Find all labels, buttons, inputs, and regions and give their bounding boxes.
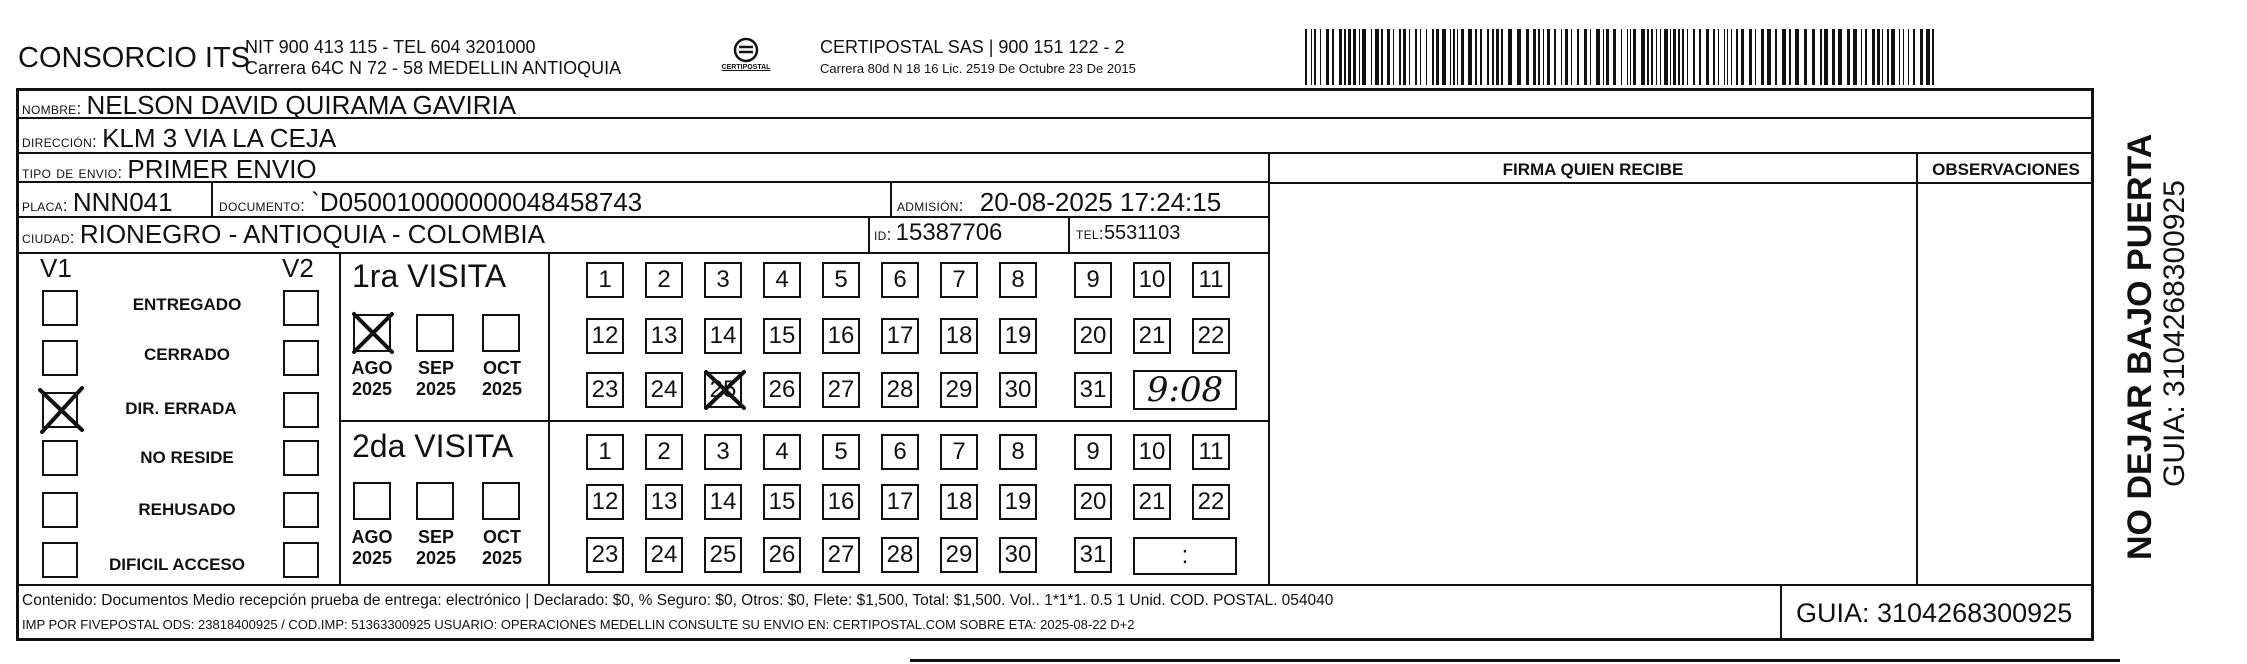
first-visit-month-label: OCT 2025 [481,358,523,399]
ciudad-label: ciudad: [22,228,75,247]
barcode-bar [1415,29,1417,85]
barcode-bar [1678,29,1680,85]
first-visit-day-box[interactable]: 7 [940,262,978,298]
barcode-bar [1782,29,1786,85]
barcode-bar [1348,29,1351,85]
barcode-bar [1399,29,1401,85]
first-visit-day-box[interactable]: 17 [881,318,919,354]
second-visit-day-box[interactable]: 3 [704,434,742,470]
id-row [874,219,1002,247]
footer-guia-number: GUIA: 3104268300925 [1796,598,2073,628]
barcode-bar [1320,29,1321,85]
v1-checkbox-rehusado[interactable] [42,492,78,528]
first-visit-title: 1ra VISITA [352,258,507,294]
footer-content-line: Contenido: Documentos Medio recepción prueba de entrega: electrónico | Declarado: $0, % Seguro: $0, Otros: $0, Flete: $1,500, Total: $1,500. Vol.. 1*1*1. 0.5 1 Unid. COD. POSTAL. 054040 [22,592,1334,609]
barcode-bar [1761,29,1764,85]
second-visit-month-label: OCT 2025 [481,527,523,568]
second-visit-day-box[interactable]: 24 [645,537,683,573]
first-visit-day-box[interactable]: 10 [1133,262,1171,298]
barcode-bar [1926,29,1930,85]
v2-checkbox-entregado[interactable] [283,290,319,326]
first-visit-day-box[interactable]: 29 [940,372,978,408]
barcode-bar [1533,29,1536,85]
barcode-bar [1804,29,1807,85]
v1-checkbox-no-reside[interactable] [42,440,78,476]
barcode-bar [1326,29,1329,85]
company-name: CONSORCIO ITS [18,42,251,74]
status-dir-errada: DIR. ERRADA [125,399,237,418]
barcode-bar [1713,29,1715,85]
barcode-bar [1526,29,1529,85]
first-visit-day-box[interactable]: 23 [586,372,624,408]
barcode-bar [1795,29,1799,85]
barcode-bar [1660,29,1661,85]
barcode-bar [1789,29,1791,85]
v1-checkbox-dificil-acceso[interactable] [42,542,78,578]
first-visit-day-box[interactable]: 28 [881,372,919,408]
barcode-bar [1731,29,1732,85]
second-visit-day-box[interactable]: 21 [1133,484,1171,520]
barcode-bar [1543,29,1544,85]
barcode-bar [1706,29,1709,85]
barcode-bar [1775,29,1777,85]
second-visit-day-box[interactable]: 28 [881,537,919,573]
barcode-bar [1877,29,1880,85]
barcode-bar [1673,29,1676,85]
second-visit-day-box[interactable]: 6 [881,434,919,470]
id-label: id: [874,225,892,244]
barcode-bar [1913,29,1915,85]
first-visit-day-box[interactable]: 1 [586,262,624,298]
nombre-value: NELSON DAVID QUIRAMA GAVIRIA [86,90,517,120]
barcode-bar [1687,29,1688,85]
barcode-bar [1432,29,1434,85]
first-visit-month-label: SEP 2025 [415,358,457,399]
barcode-bar [1647,29,1649,85]
barcode-bar [1861,29,1862,85]
v2-checkbox-rehusado[interactable] [283,492,319,528]
admision-value: 20-08-2025 17:24:15 [979,187,1222,217]
direccion-value: KLM 3 VIA LA CEJA [102,123,337,153]
barcode-bar [1613,29,1616,85]
first-visit-day-box[interactable]: 4 [763,262,801,298]
second-visit-month-label: AGO 2025 [351,527,393,568]
barcode-bar [1596,29,1600,85]
barcode-bar [1641,29,1645,85]
barcode-bar [1656,29,1657,85]
barcode-bar [1457,29,1458,85]
barcode-bar [1820,29,1822,85]
barcode-bar [1344,29,1346,85]
second-visit-day-box[interactable]: 4 [763,434,801,470]
barcode-bar [1603,29,1604,85]
barcode-bar [1393,29,1394,85]
barcode-bar [1651,29,1653,85]
first-visit-day-box[interactable]: 3 [704,262,742,298]
barcode-bar [1517,29,1521,85]
barcode-bar [1461,29,1464,85]
second-visit-day-box[interactable]: 29 [940,537,978,573]
barcode-bar [1838,29,1842,85]
barcode-bar [1932,29,1934,85]
status-no-reside: NO RESIDE [140,448,234,467]
observaciones-header: OBSERVACIONES [1932,160,2080,179]
footer-print-line: IMP POR FIVEPOSTAL ODS: 23818400925 / COD.IMP: 51363300925 USUARIO: OPERACIONES MEDELLIN CONSULTE SU ENVIO EN: CERTIPOSTAL.COM SOBRE ETA: 2025-08-22 D+2 [22,617,1135,632]
barcode-bar [1755,29,1756,85]
barcode-bar [1670,29,1671,85]
barcode-bar [1832,29,1835,85]
company-nit: NIT 900 413 115 - TEL 604 3201000 [245,37,536,57]
first-visit-day-box[interactable]: 15 [763,318,801,354]
barcode-bar [1480,29,1482,85]
barcode-bar [1630,29,1631,85]
barcode-bar [1359,29,1360,85]
barcode-bar [1305,29,1307,85]
first-visit-day-box[interactable]: 27 [822,372,860,408]
v1-checkbox-cerrado[interactable] [42,340,78,376]
barcode-bar [1741,29,1744,85]
direccion-label: dirección: [22,132,98,151]
second-visit-day-box[interactable]: 18 [940,484,978,520]
documento-value: `D050010000000048458743 [311,187,643,217]
first-visit-day-box[interactable]: 16 [822,318,860,354]
tipo-label: tipo de envio: [22,163,123,182]
second-visit-title: 2da VISITA [352,428,514,464]
placa-row [22,187,173,218]
status-entregado: ENTREGADO [132,295,242,314]
second-visit-day-box[interactable]: 11 [1192,434,1230,470]
placa-value: NNN041 [72,187,173,217]
barcode-bar [1571,29,1572,85]
first-visit-day-box[interactable]: 20 [1074,318,1112,354]
second-visit-day-box[interactable]: 13 [645,484,683,520]
second-visit-day-box[interactable]: 19 [999,484,1037,520]
second-visit-day-box[interactable]: 23 [586,537,624,573]
first-visit-month-sep[interactable] [416,314,454,352]
nombre-label: nombre: [22,99,82,118]
barcode-bar [1627,29,1628,85]
ciudad-value: RIONEGRO - ANTIOQUIA - COLOMBIA [79,219,545,249]
no-dejar-bajo-puerta-notice: NO DEJAR BAJO PUERTA [2121,133,2159,560]
barcode-bar [1693,29,1695,85]
v2-checkbox-no-reside[interactable] [283,440,319,476]
second-visit-day-box[interactable]: 12 [586,484,624,520]
barcode-bar [1508,29,1512,85]
firma-header: FIRMA QUIEN RECIBE [1502,160,1684,179]
handwritten-x-mark [34,384,88,436]
barcode-bar [1682,29,1684,85]
first-visit-day-box[interactable]: 6 [881,262,919,298]
first-visit-day-box[interactable]: 13 [645,318,683,354]
documento-row [219,187,642,218]
barcode-bar [1492,29,1494,85]
certipostal-logo [718,36,774,84]
barcode-bar [1371,29,1372,85]
nombre-row [22,90,516,121]
barcode-bar [1387,29,1390,85]
second-visit-day-box[interactable]: 26 [763,537,801,573]
second-visit-day-box[interactable]: 27 [822,537,860,573]
second-visit-day-box[interactable]: 5 [822,434,860,470]
second-visit-time-box[interactable]: : [1133,537,1237,575]
first-visit-day-box[interactable]: 31 [1074,372,1112,408]
first-visit-day-box[interactable]: 24 [645,372,683,408]
first-visit-day-box[interactable]: 30 [999,372,1037,408]
first-visit-day-box[interactable]: 21 [1133,318,1171,354]
barcode-bar [1381,29,1383,85]
handwritten-x-mark [700,366,750,414]
barcode-bar [1332,29,1334,85]
first-visit-day-box[interactable]: 18 [940,318,978,354]
barcode-bar [1561,29,1562,85]
barcode-bar [1920,29,1923,85]
barcode-bar [1436,29,1439,85]
barcode-bar [1362,29,1366,85]
barcode-bar [1501,29,1503,85]
barcode-bar [1442,29,1446,85]
barcode-bar [1633,29,1636,85]
barcode-bar [1887,29,1889,85]
barcode-bar [1554,29,1556,85]
ciudad-row [22,219,545,250]
second-visit-day-box[interactable]: 17 [881,484,919,520]
barcode-bar [1314,29,1316,85]
barcode-bar [1865,29,1867,85]
second-visit-day-box[interactable]: 22 [1192,484,1230,520]
second-visit-day-box[interactable]: 16 [822,484,860,520]
status-dificil-acceso: DIFICIL ACCESO [108,555,245,574]
second-visit-month-ago[interactable] [353,482,391,520]
first-visit-day-box[interactable]: 8 [999,262,1037,298]
barcode-bar [1718,29,1719,85]
barcode-bar [1872,29,1875,85]
documento-label: documento: [219,196,306,215]
first-visit-day-box[interactable]: 12 [586,318,624,354]
barcode-bar [1908,29,1909,85]
v2-checkbox-cerrado[interactable] [283,340,319,376]
barcode-bar [1621,29,1622,85]
v2-label: V2 [282,253,314,283]
carrier-address: Carrera 80d N 18 16 Lic. 2519 De Octubre 23 De 2015 [820,61,1136,76]
first-visit-day-box[interactable]: 22 [1192,318,1230,354]
first-visit-day-box[interactable]: 25 [704,372,742,408]
first-visit-month-label: AGO 2025 [351,358,393,399]
barcode-bar [1590,29,1591,85]
second-visit-day-box[interactable]: 7 [940,434,978,470]
barcode-bar [1375,29,1379,85]
barcode-bar [1824,29,1828,85]
tel-value: 5531103 [1103,222,1181,244]
barcode-bar [1749,29,1752,85]
barcode-bar [1538,29,1540,85]
second-visit-day-box[interactable]: 1 [586,434,624,470]
barcode-bar [1724,29,1725,85]
first-visit-time-box[interactable]: 9:08 [1133,370,1237,410]
barcode-bar [1450,29,1451,85]
barcode-bar [1736,29,1738,85]
barcode-bar [1426,29,1427,85]
barcode-bar [1812,29,1815,85]
first-visit-day-box[interactable]: 2 [645,262,683,298]
direccion-row [22,123,336,154]
second-visit-day-box[interactable]: 2 [645,434,683,470]
barcode [1305,29,1935,85]
status-rehusado: REHUSADO [138,500,236,519]
barcode-bar [1606,29,1609,85]
certipostal-logo-text: CERTIPOSTAL [721,64,771,71]
company-address: Carrera 64C N 72 - 58 MEDELLIN ANTIOQUIA [245,58,622,78]
barcode-bar [1311,29,1312,85]
v2-checkbox-dificil-acceso[interactable] [283,542,319,578]
second-visit-day-box[interactable]: 20 [1074,484,1112,520]
second-visit-day-box[interactable]: 30 [999,537,1037,573]
barcode-bar [1727,29,1728,85]
barcode-bar [1699,29,1701,85]
barcode-bar [1847,29,1850,85]
v2-checkbox-dir-errada[interactable] [283,392,319,428]
tel-label: tel: [1076,224,1104,243]
barcode-bar [1453,29,1455,85]
barcode-bar [1475,29,1477,85]
first-visit-day-box[interactable]: 26 [763,372,801,408]
barcode-bar [1468,29,1472,85]
second-visit-day-box[interactable]: 25 [704,537,742,573]
barcode-bar [1584,29,1587,85]
first-visit-day-box[interactable]: 11 [1192,262,1230,298]
v1-label: V1 [40,253,72,283]
second-visit-day-box[interactable]: 8 [999,434,1037,470]
tipo-row [22,154,317,185]
second-visit-day-box[interactable]: 10 [1133,434,1171,470]
second-visit-day-box[interactable]: 31 [1074,537,1112,573]
admision-label: admisión: [897,196,964,215]
second-visit-day-box[interactable]: 15 [763,484,801,520]
barcode-bar [1903,29,1904,85]
first-visit-month-oct[interactable] [482,314,520,352]
first-visit-day-box[interactable]: 14 [704,318,742,354]
barcode-bar [1899,29,1900,85]
barcode-bar [1409,29,1410,85]
second-visit-month-sep[interactable] [416,482,454,520]
barcode-bar [1565,29,1568,85]
barcode-bar [1403,29,1406,85]
second-visit-day-box[interactable]: 9 [1074,434,1112,470]
placa-label: placa: [22,196,68,215]
second-visit-month-oct[interactable] [482,482,520,520]
barcode-bar [1496,29,1499,85]
barcode-bar [1353,29,1356,85]
barcode-bar [1577,29,1579,85]
barcode-bar [1420,29,1421,85]
barcode-bar [1891,29,1895,85]
barcode-bar [1853,29,1857,85]
first-visit-day-box[interactable]: 5 [822,262,860,298]
barcode-bar [1339,29,1342,85]
barcode-bar [1547,29,1550,85]
handwritten-x-mark [348,308,398,358]
barcode-bar [1664,29,1668,85]
barcode-bar [1487,29,1489,85]
status-cerrado: CERRADO [144,345,230,364]
v1-checkbox-entregado[interactable] [42,290,78,326]
side-guia-number: GUIA: 3104268300925 [2158,180,2191,487]
tipo-value: PRIMER ENVIO [127,154,317,184]
carrier-line: CERTIPOSTAL SAS | 900 151 122 - 2 [820,37,1125,57]
admision-row [897,187,1221,218]
tel-row [1076,222,1180,245]
id-value: 15387706 [895,219,1003,246]
barcode-bar [1767,29,1771,85]
first-visit-day-box[interactable]: 9 [1074,262,1112,298]
first-visit-day-box[interactable]: 19 [999,318,1037,354]
second-visit-day-box[interactable]: 14 [704,484,742,520]
barcode-bar [1882,29,1883,85]
second-visit-month-label: SEP 2025 [415,527,457,568]
